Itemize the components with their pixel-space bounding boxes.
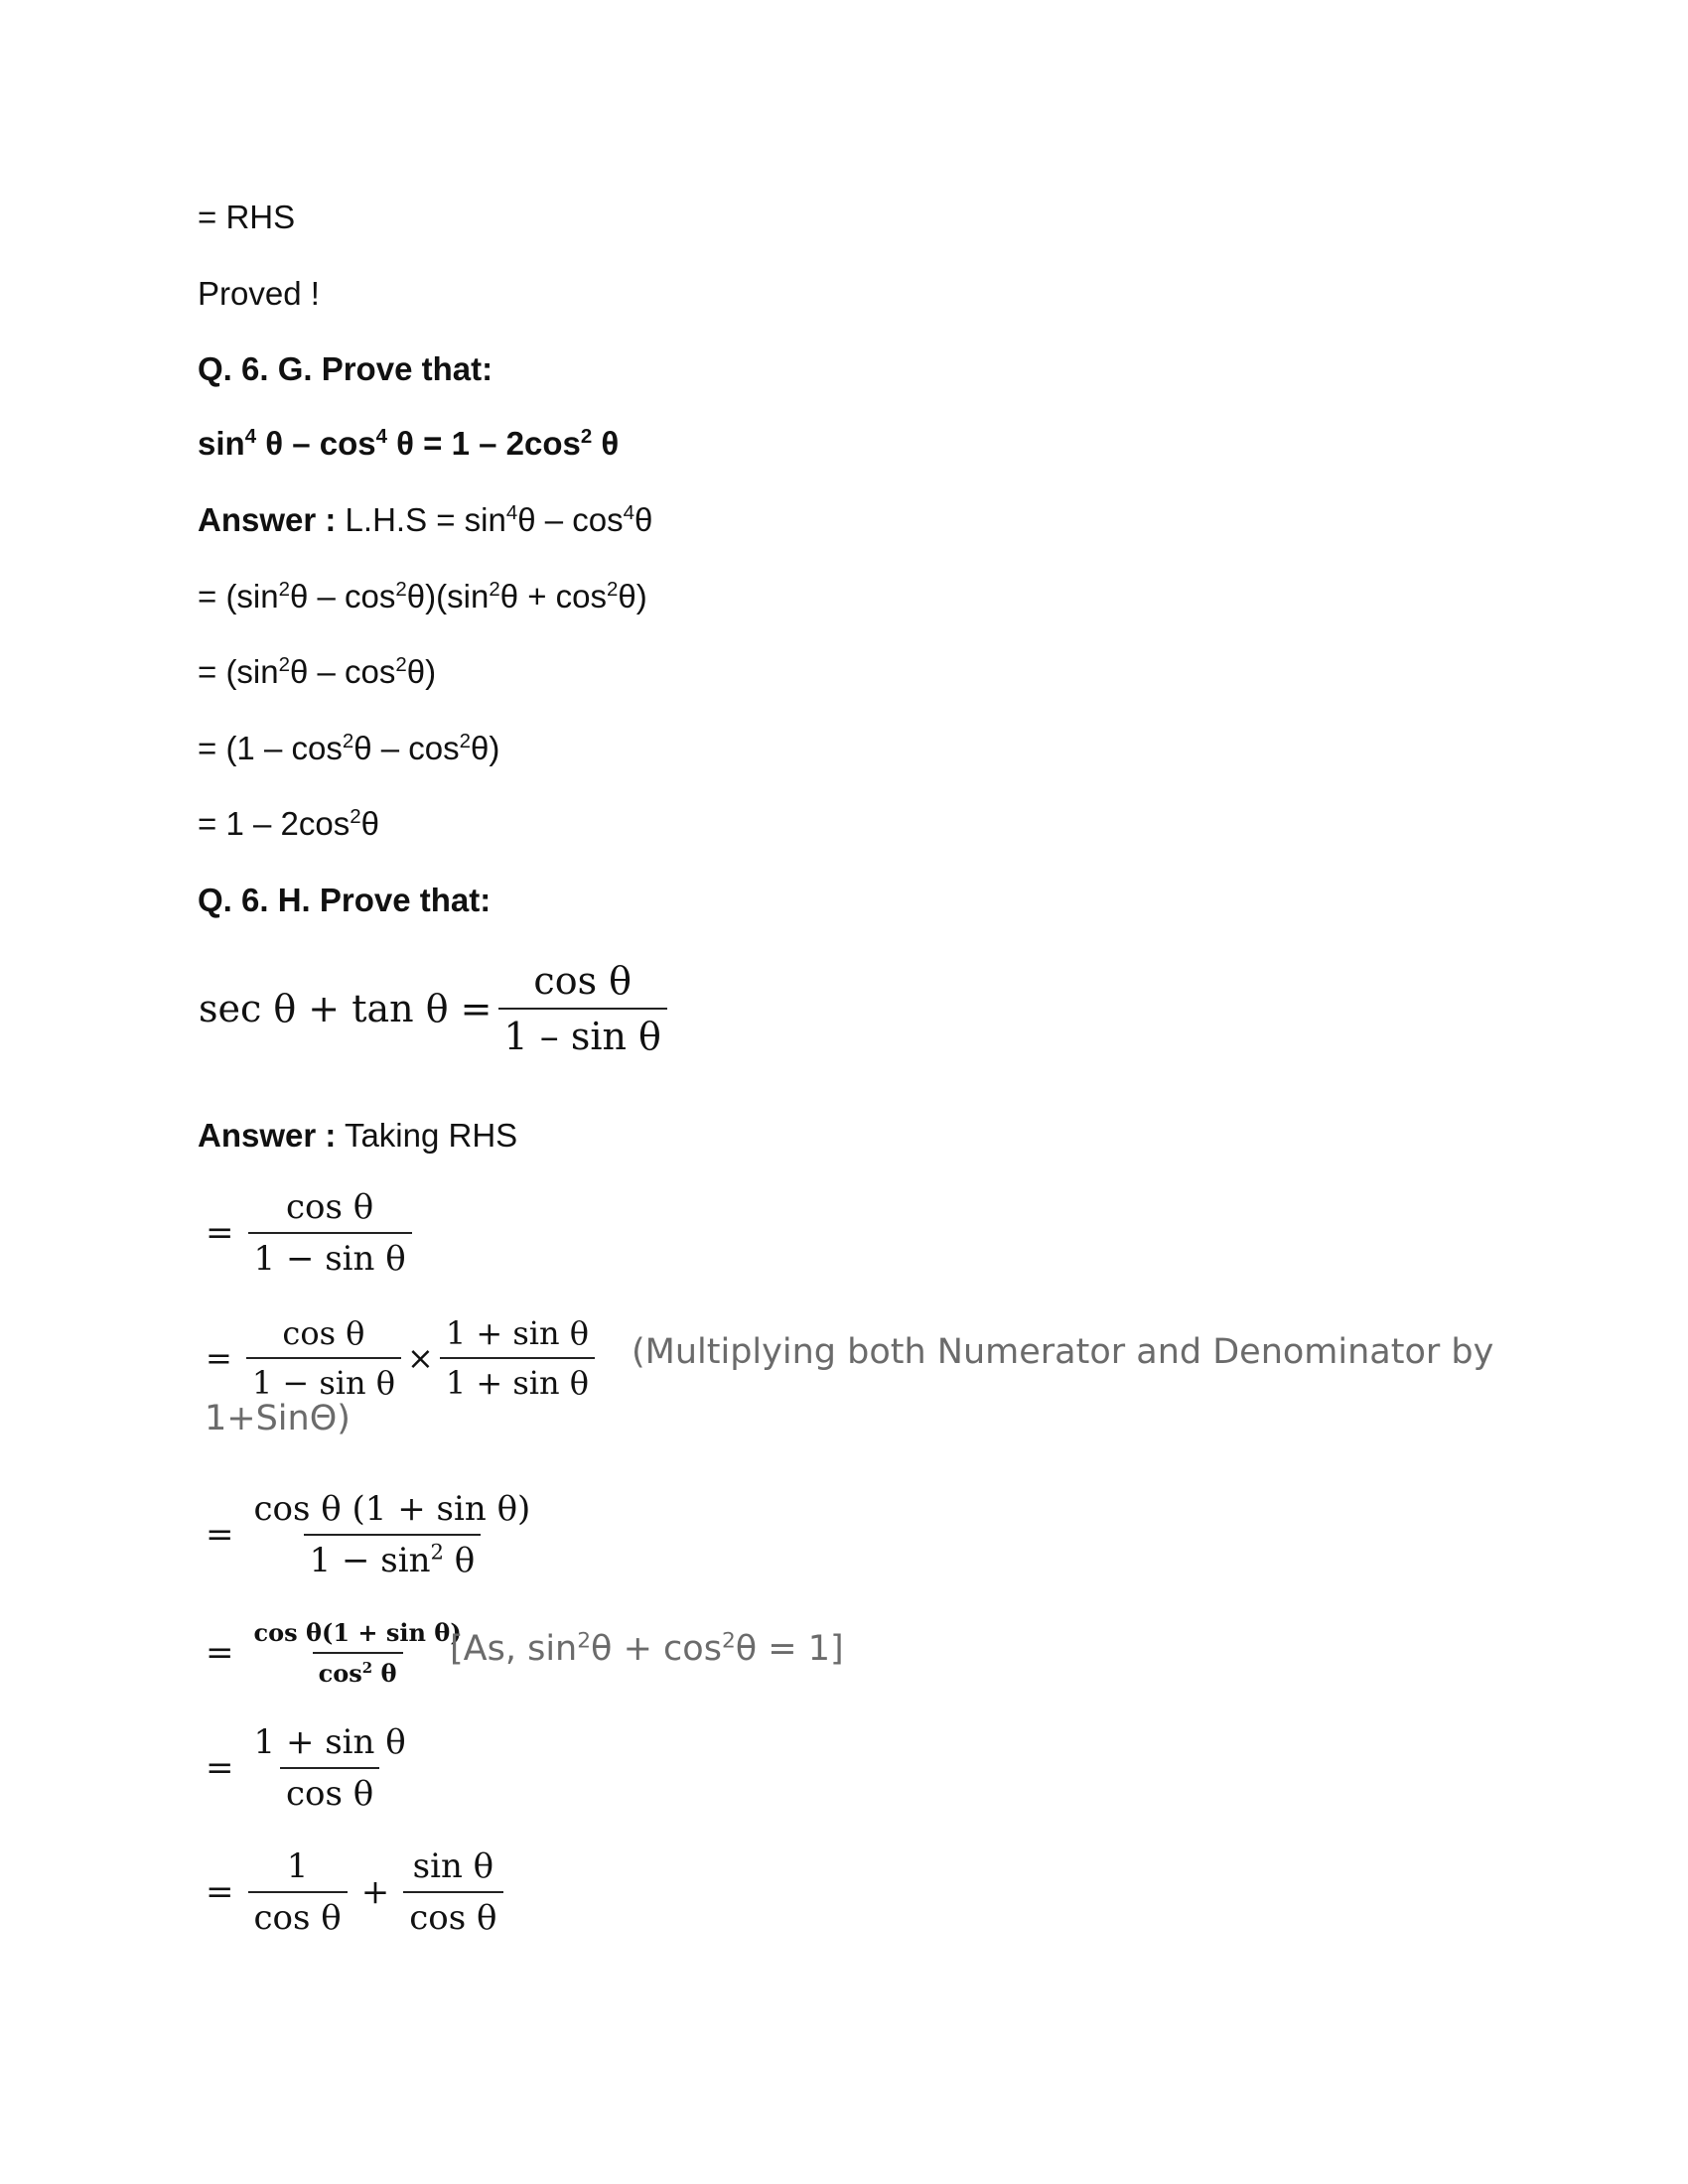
- fraction: $\frac{\text{cos θ (1 + sin θ)}}{1 - \sin^2 \theta}$: [253, 1489, 531, 1580]
- fraction: $\frac{\text{1 + sin θ}}{\text{1 + sin θ}}$: [440, 1314, 595, 1402]
- answer-6g-line: Answer : $L.H.S = \sin^4\theta - \cos^4\theta$: [198, 501, 653, 538]
- math-step-6: = $\frac{1}{\text{cos θ}}$ + $\frac{\text{sin θ}}{\text{cos θ}}$: [198, 1846, 509, 1938]
- fraction: $\frac{\text{cos θ}}{\text{1 − sin θ}}$: [246, 1314, 401, 1402]
- answer-label: Answer :: [198, 501, 337, 538]
- rhs-line: = RHS: [198, 199, 296, 235]
- answer-label: Answer :: [198, 1117, 337, 1154]
- question-6g-title: Q. 6. G. Prove that:: [198, 350, 493, 387]
- question-6h-title: Q. 6. H. Prove that:: [198, 882, 492, 918]
- answer-6h-line: Answer : Taking RHS: [198, 1117, 518, 1154]
- proved-line: Proved !: [198, 275, 320, 312]
- question-6h-equation: sec θ + tan θ = $\frac{\text{cos θ}}{\text{1 – sin θ}}$: [199, 959, 673, 1058]
- multiplying-note: (Multiplying both Numerator and Denominator by: [632, 1332, 1494, 1372]
- multiplying-note-continued: 1+SinΘ): [205, 1399, 351, 1438]
- fraction: $\frac{\text{cos θ}}{\text{1 – sin θ}}$: [498, 959, 667, 1058]
- question-6g-equation: $\sin^4 \theta - \cos^4 \theta = 1 - 2\cos^2$ θ: [198, 425, 620, 462]
- math-step-1: = $\frac{\text{cos θ}}{\text{1 − sin θ}}$: [198, 1187, 418, 1279]
- identity-note: [As, $\sin^2\theta + \cos^2\theta = 1$]: [450, 1628, 844, 1669]
- math-step-5: = $\frac{\text{1 + sin θ}}{\text{cos θ}}$: [198, 1722, 418, 1814]
- fraction: $\frac{\text{1 + sin θ}}{\text{cos θ}}$: [253, 1722, 406, 1814]
- step-1-line: = $(\sin^2\theta - \cos^2\theta)(\sin^2\theta + \cos^2\theta)$: [198, 578, 647, 614]
- step-2-line: = $(\sin^2\theta - \cos^2\theta)$: [198, 653, 437, 690]
- step-4-line: = $1 - 2\cos^2\theta$: [198, 805, 379, 842]
- step-3-line: = $(1 - \cos^2\theta - \cos^2\theta)$: [198, 730, 500, 766]
- fraction: $\frac{1}{\text{cos θ}}$: [248, 1846, 348, 1938]
- math-step-3: = $\frac{\text{cos θ (1 + sin θ)}}{1 - \sin^2 \theta}$: [198, 1489, 542, 1580]
- fraction: $\frac{\text{cos θ(1 + sin θ)}}{\cos^2 \theta}$: [253, 1618, 462, 1688]
- fraction: $\frac{\text{cos θ}}{\text{1 − sin θ}}$: [248, 1187, 412, 1279]
- math-step-2: = $\frac{\text{cos θ}}{\text{1 − sin θ}}$ × $\frac{\text{1 + sin θ}}{\text{1 + sin θ}}$: [198, 1314, 601, 1402]
- math-step-4: = $\frac{\text{cos θ(1 + sin θ)}}{\cos^2 \theta}$: [198, 1618, 474, 1688]
- fraction: $\frac{\text{sin θ}}{\text{cos θ}}$: [403, 1846, 502, 1938]
